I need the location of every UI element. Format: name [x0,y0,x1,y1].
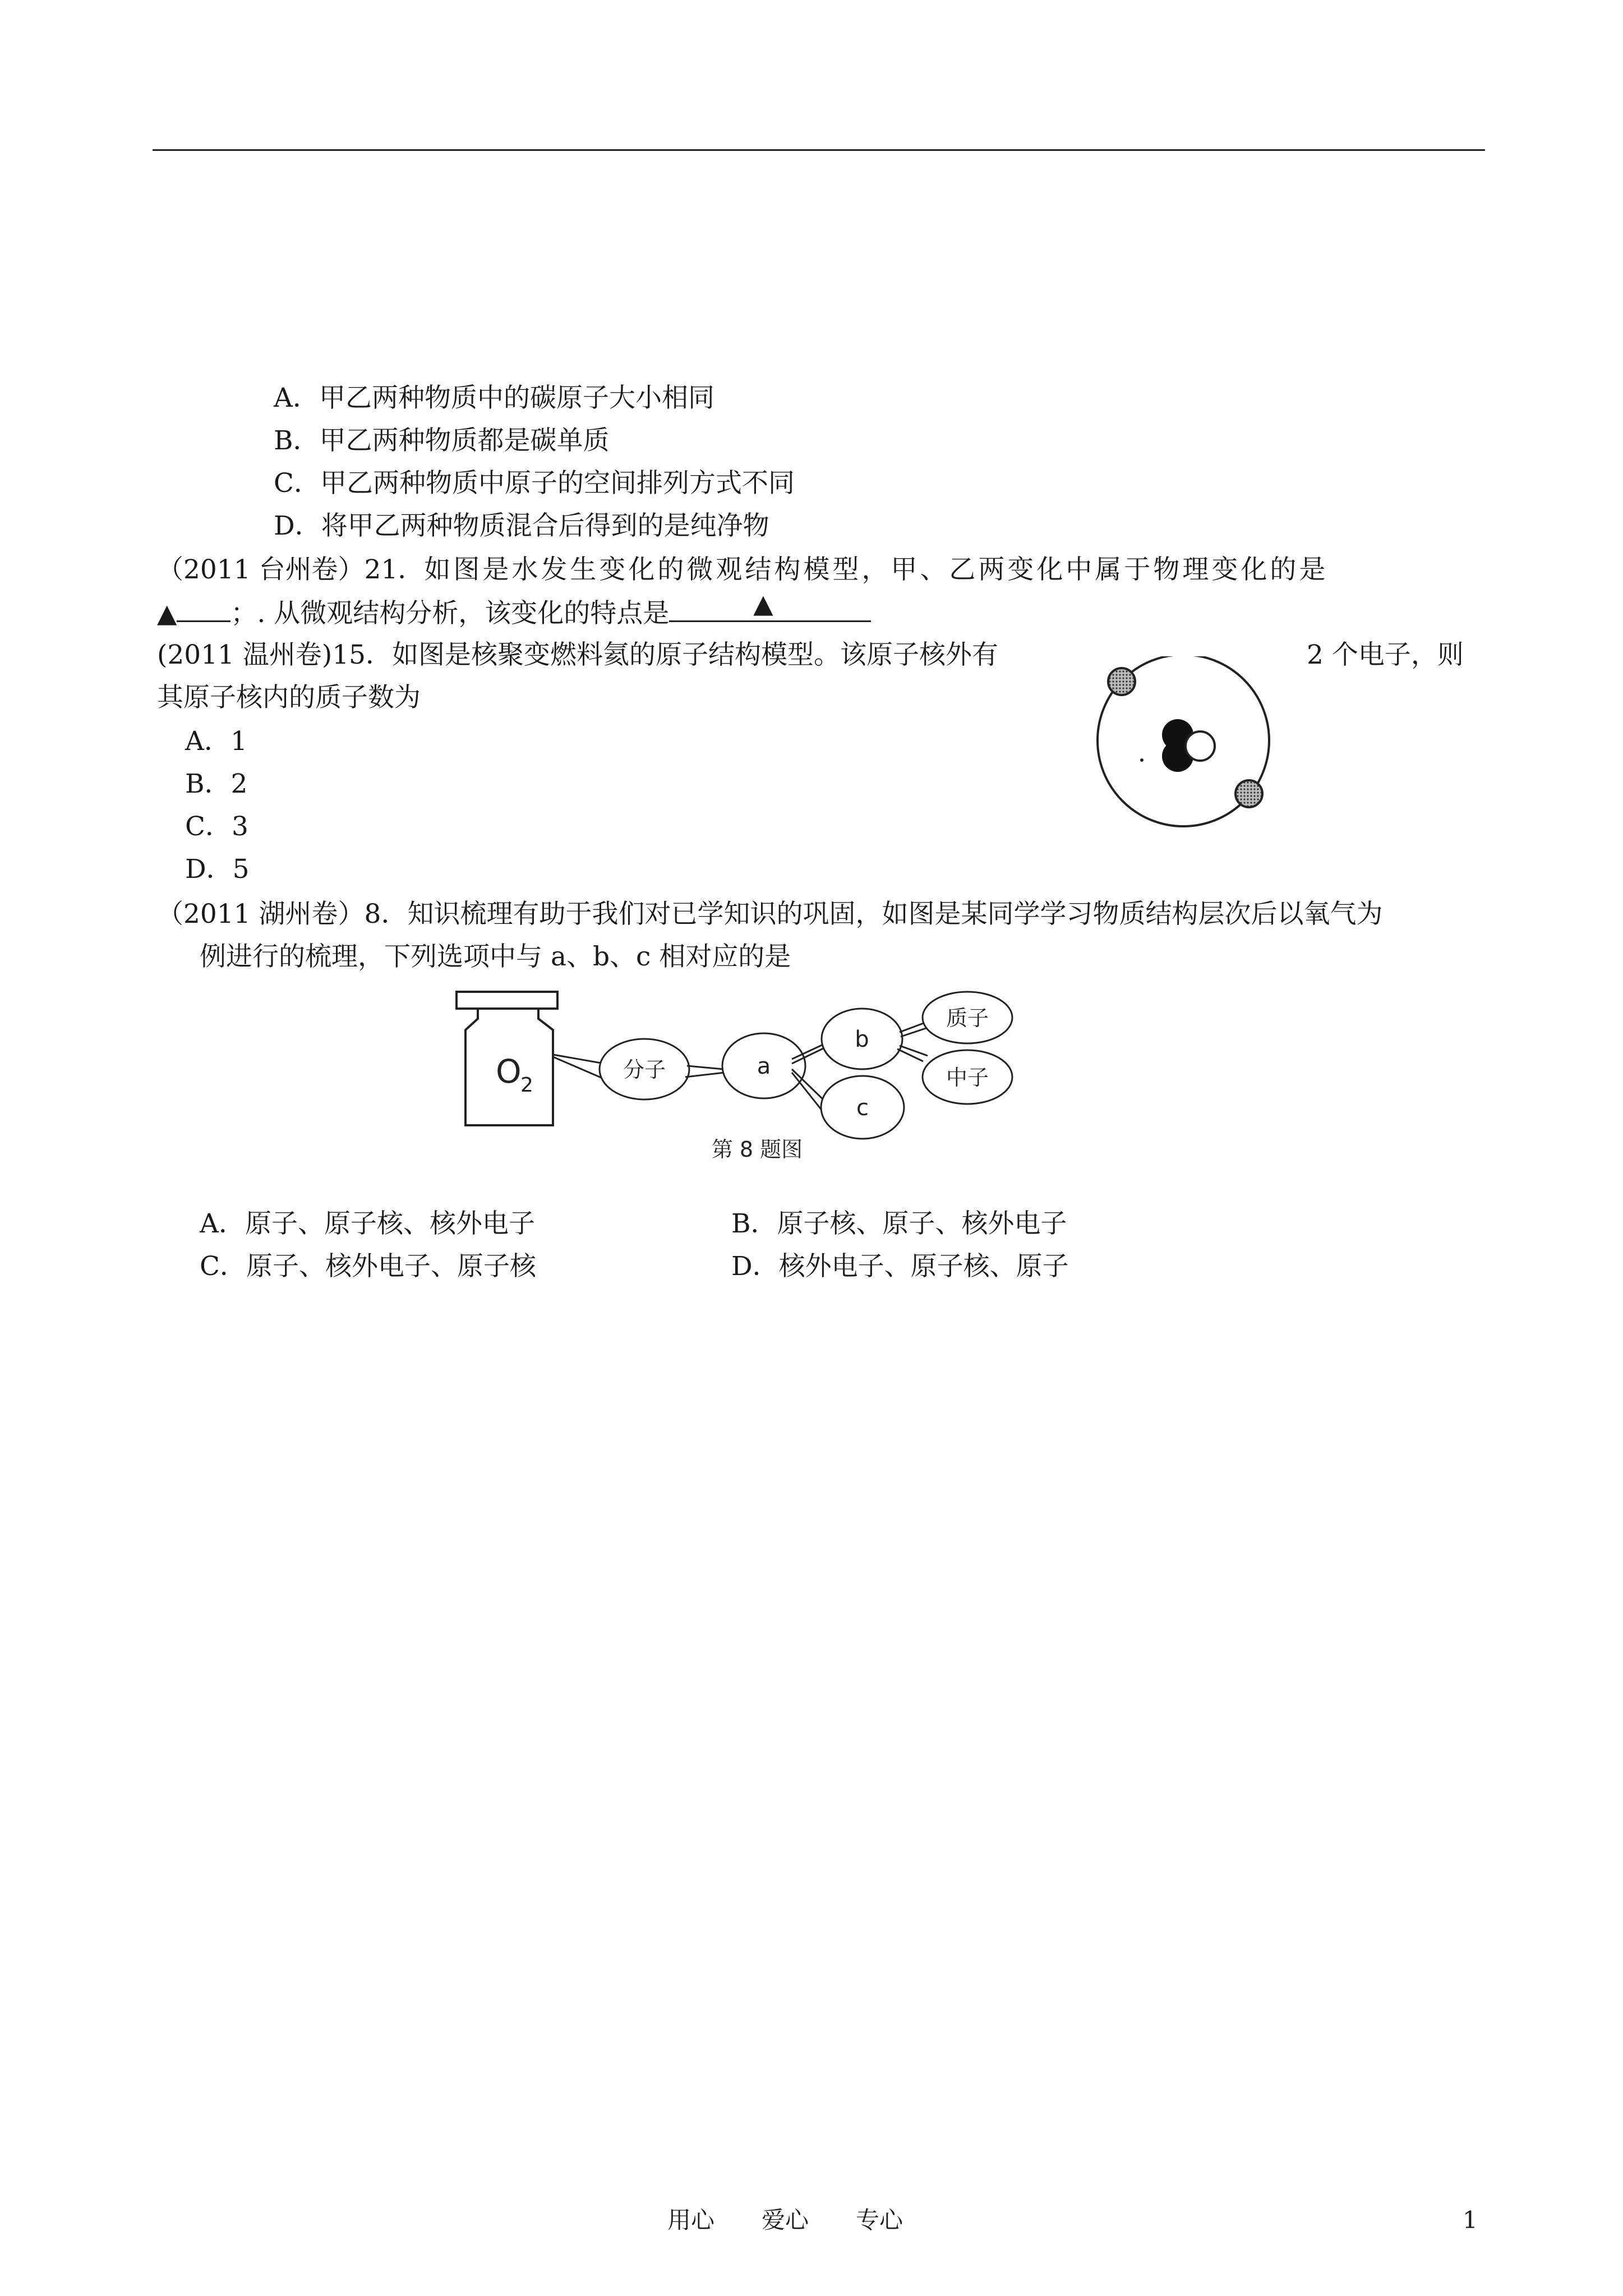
q8-line1: （2011 湖州卷）8．知识梳理有助于我们对已学知识的巩固，如图是某同学学习物质结构层次后以氧气为 [157,899,1383,930]
neutron-label: 中子 [946,1065,989,1090]
q21-text: 如图是水发生变化的微观结构模型，甲、乙两变化中属于物理变化的是 [424,554,1329,585]
answer-blank-marker: ▲ [157,598,177,628]
q21-source: （2011 台州卷）21． [157,554,425,585]
prev-option-b: B．甲乙两种物质都是碳单质 [274,425,610,456]
node-c-label: c [856,1095,869,1121]
node-a-label: a [757,1053,771,1079]
q8-option-c: C．原子、核外电子、原子核 [200,1251,536,1282]
q15-option-c: C．3 [185,811,248,842]
node-b-label: b [855,1027,869,1052]
q21-line1 [157,553,1328,587]
q15-option-b: B．2 [185,769,248,799]
q8-line2: 例进行的梳理，下列选项中与 a、b、c 相对应的是 [200,941,791,972]
q15-line1-left: (2011 温州卷)15．如图是核聚变燃料氦的原子结构模型。该原子核外有 [157,639,999,670]
proton-label: 质子 [946,1006,989,1030]
q21-line2 [157,588,871,631]
bottle-label-subscript: 2 [520,1074,533,1097]
bottle-stopper [457,992,557,1009]
footer-motto: 用心 爱心 专心 [667,2206,903,2234]
diagram-caption: 第 8 题图 [711,1137,803,1162]
page-number: 1 [1463,2206,1478,2234]
q8-option-d: D．核外电子、原子核、原子 [731,1251,1069,1282]
answer-blank-marker-2: ▲ [753,588,773,619]
q15-option-a: A．1 [185,726,247,757]
answer-blank-1[interactable] [177,596,230,622]
q15-line2: 其原子核内的质子数为 [157,682,421,713]
prev-option-a: A．甲乙两种物质中的碳原子大小相同 [274,383,714,413]
bottle-label: O [496,1052,522,1091]
helium-atom-figure [1088,656,1279,847]
q15-option-d: D．5 [185,854,250,885]
electron-particle-1 [1108,668,1135,695]
electron-particle-2 [1235,780,1262,807]
header-rule [153,149,1485,151]
molecule-label: 分子 [623,1057,666,1082]
answer-blank-2[interactable] [669,588,871,622]
prev-option-c: C．甲乙两种物质中原子的空间排列方式不同 [274,468,795,499]
q21-mid-text: ；. 从微观结构分析，该变化的特点是 [230,598,670,629]
prev-option-d: D．将甲乙两种物质混合后得到的是纯净物 [274,510,769,541]
structure-diagram [449,987,1043,1172]
q8-option-b: B．原子核、原子、核外电子 [731,1208,1067,1239]
neutron-particle [1186,731,1215,761]
q8-option-a: A．原子、原子核、核外电子 [200,1208,535,1239]
print-speck [1140,758,1144,762]
q15-line1-right: 2 个电子，则 [1307,639,1464,670]
